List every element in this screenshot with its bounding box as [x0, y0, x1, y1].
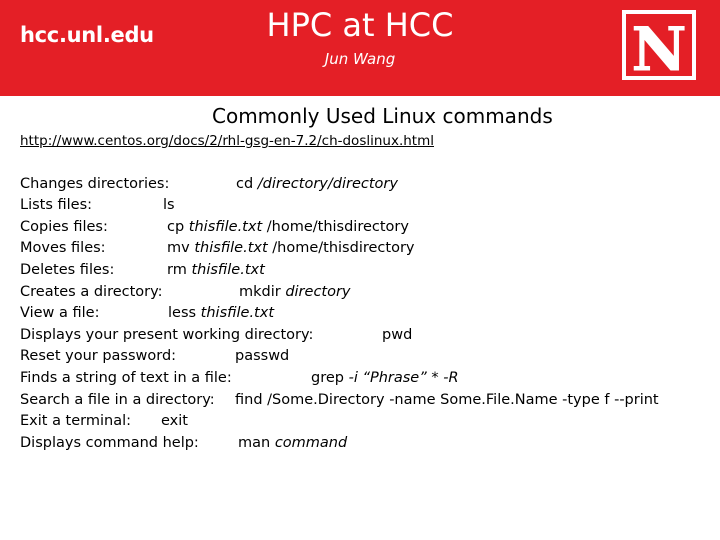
command-text: rm thisfile.txt [167, 262, 265, 278]
command-description: Creates a directory: [20, 284, 163, 300]
site-name: hcc.unl.edu [20, 23, 154, 47]
command-description: Displays your present working directory: [20, 327, 314, 343]
command-text: grep -i “Phrase” * -R [311, 370, 459, 386]
command-text: pwd [382, 327, 413, 343]
command-text: passwd [235, 348, 290, 364]
section-heading: Commonly Used Linux commands [212, 104, 553, 128]
command-description: Moves files: [20, 240, 106, 256]
command-text: less thisfile.txt [168, 305, 275, 321]
command-description: Changes directories: [20, 176, 170, 192]
command-text: find /Some.Directory -name Some.File.Name -type f --print [235, 392, 659, 408]
command-text: mkdir directory [239, 284, 351, 300]
header-banner [0, 0, 720, 96]
command-description: Displays command help: [20, 435, 199, 451]
command-description: Search a file in a directory: [20, 392, 215, 408]
reference-link[interactable]: http://www.centos.org/docs/2/rhl-gsg-en-7.2/ch-doslinux.html [20, 133, 434, 149]
command-description: Exit a terminal: [20, 413, 132, 429]
slide-title: HPC at HCC [266, 6, 454, 44]
command-text: cp thisfile.txt /home/thisdirectory [167, 219, 409, 235]
command-text: mv thisfile.txt /home/thisdirectory [167, 240, 415, 256]
command-description: View a file: [20, 305, 100, 321]
command-description: Reset your password: [20, 348, 177, 364]
author-name: Jun Wang [324, 50, 396, 68]
command-text: man command [238, 435, 348, 451]
command-description: Lists files: [20, 197, 93, 213]
command-text: cd /directory/directory [236, 176, 398, 192]
command-description: Copies files: [20, 219, 108, 235]
command-text: ls [163, 197, 175, 213]
command-description: Finds a string of text in a file: [20, 370, 232, 386]
command-description: Deletes files: [20, 262, 115, 278]
logo-letter: N [631, 15, 687, 80]
command-text: exit [161, 413, 188, 429]
nebraska-n-logo-icon [622, 10, 696, 80]
